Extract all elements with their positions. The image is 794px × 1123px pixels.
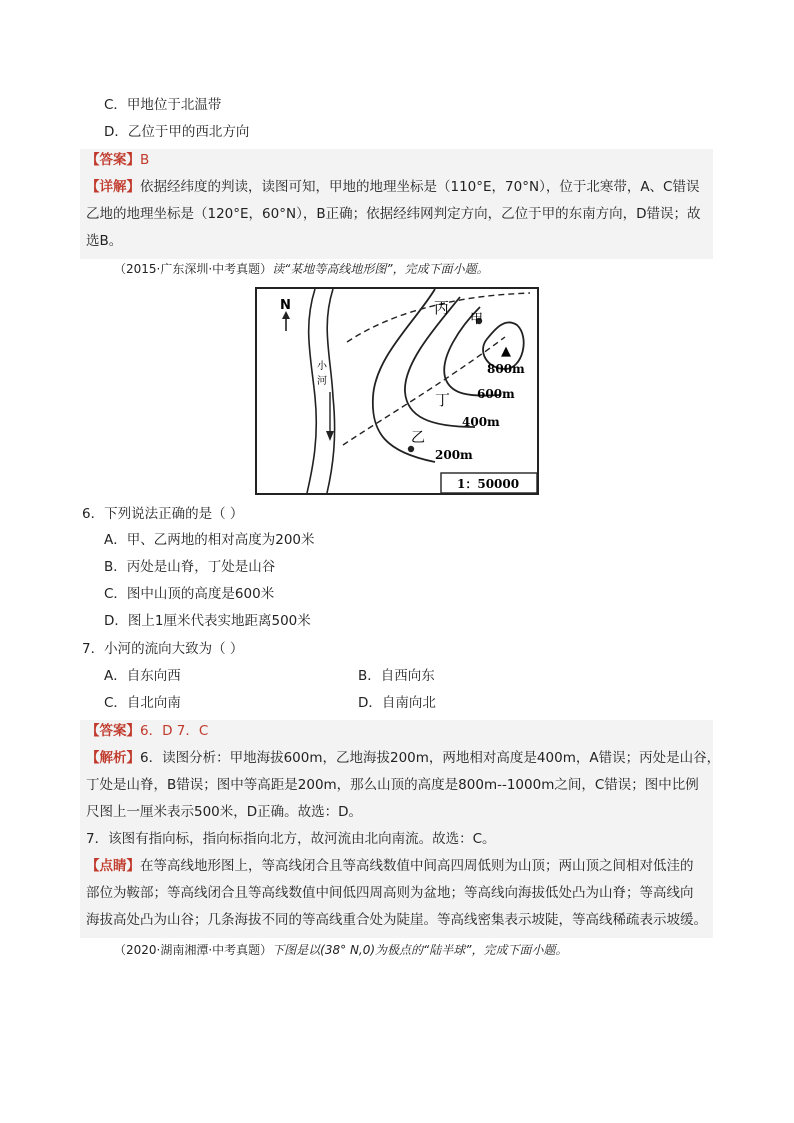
q7-option-b: B．自西向东 — [358, 668, 435, 684]
answer-tag-2: 【答案】 — [86, 723, 140, 739]
tip-line-3: 海拔高处凸为山谷；几条海拔不同的等高线重合处为陡崖。等高线密集表示坡陡，等高线稀疏表示坡缓。 — [86, 912, 707, 928]
option-c-prev: C．甲地位于北温带 — [104, 97, 222, 113]
answer-box-2 — [80, 720, 721, 938]
river-label-2: 河 — [317, 376, 327, 387]
north-label: N — [280, 298, 291, 313]
q6-option-d: D．图上1厘米代表实地距离500米 — [104, 613, 311, 629]
q7-option-a: A．自东向西 — [104, 668, 181, 684]
tip-text-1: 在等高线地形图上，等高线闭合且等高线数值中间高四周低则为山顶；两山顶之间相对低洼的 — [140, 858, 694, 874]
point-yi — [408, 446, 414, 452]
q6-option-b: B．丙处是山脊，丁处是山谷 — [104, 559, 276, 575]
q7-stem: 7．小河的流向大致为（ ） — [82, 641, 244, 657]
tip-line-1 — [86, 856, 694, 876]
river-label-1: 小 — [317, 361, 327, 372]
detail-tag: 【详解】 — [86, 179, 140, 195]
q6-option-c: C．图中山顶的高度是600米 — [104, 586, 275, 602]
analysis-line-3: 尺图上一厘米表示500米，D正确。故选：D。 — [86, 804, 363, 820]
q7-option-d: D．自南向北 — [358, 695, 436, 711]
detail-line-2: 乙地的地理坐标是（120°E，60°N），B正确；依据经纬网判定方向，乙位于甲的东南方向，D错误；故 — [86, 206, 701, 222]
q7-option-c: C．自北向南 — [104, 695, 181, 711]
contour-label-800: 800m — [487, 362, 525, 376]
detail-text-1: 依据经纬度的判读，读图可知，甲地的地理坐标是（110°E，70°N），位于北寒带，A、C错误 — [140, 179, 700, 195]
analysis-line-2: 丁处是山脊，B错误；图中等高距是200m，那么山顶的高度是800m--1000m之间，C错误；图中比例 — [86, 777, 699, 793]
source-line-1 — [114, 260, 489, 278]
source-line-2 — [114, 941, 567, 959]
answer-value: B — [140, 152, 150, 168]
source-origin-2: （2020·湖南湘潭·中考真题） — [114, 943, 273, 957]
answer-box-1 — [80, 149, 713, 259]
answer-line-2 — [86, 721, 208, 741]
tip-line-2: 部位为鞍部；等高线闭合且等高线数值中间低四周高则为盆地；等高线向海拔低处凸为山脊；等高线向 — [86, 885, 694, 901]
contour-label-600: 600m — [477, 387, 515, 401]
q6-stem: 6．下列说法正确的是（ ） — [82, 506, 244, 522]
analysis-tag: 【解析】 — [86, 750, 140, 766]
label-jia: 甲 — [470, 312, 484, 327]
answer-line — [86, 150, 149, 170]
label-yi: 乙 — [411, 430, 425, 446]
source-origin-1: （2015·广东深圳·中考真题） — [114, 262, 273, 276]
tip-tag: 【点睛】 — [86, 858, 140, 874]
answer-tag: 【答案】 — [86, 152, 140, 168]
contour-label-200: 200m — [435, 448, 473, 462]
contour-map — [255, 287, 539, 495]
source-text-1: 读“某地等高线地形图”，完成下面小题。 — [272, 262, 489, 276]
label-ding: 丁 — [435, 391, 451, 409]
detail-line-3: 选B。 — [86, 233, 123, 249]
scale-label: 1：50000 — [457, 477, 520, 491]
source-text-2: 下图是以(38° N,0)为极点的“陆半球”，完成下面小题。 — [272, 943, 568, 957]
label-bing: 丙 — [434, 299, 450, 317]
option-d-prev: D．乙位于甲的西北方向 — [104, 124, 250, 140]
analysis-text-1: 6．读图分析：甲地海拔600m，乙地海拔200m，两地相对高度是400m，A错误；丙处是山谷， — [140, 750, 721, 766]
analysis-line-1 — [86, 748, 720, 768]
q6-option-a: A．甲、乙两地的相对高度为200米 — [104, 532, 315, 548]
answer-value-2: 6．D 7．C — [140, 723, 209, 739]
detail-line-1 — [86, 177, 699, 197]
contour-label-400: 400m — [462, 415, 500, 429]
analysis-line-4: 7．该图有指向标，指向标指向北方，故河流由北向南流。故选：C。 — [86, 831, 496, 847]
peak-icon: ▲ — [501, 344, 511, 359]
